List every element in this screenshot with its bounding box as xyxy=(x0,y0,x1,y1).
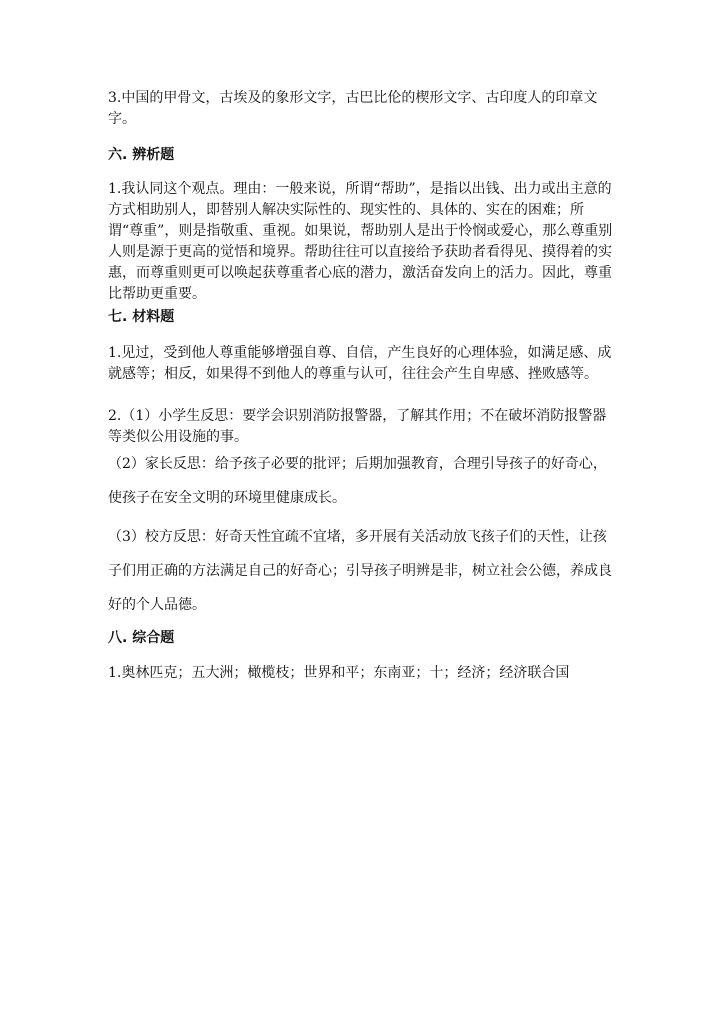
section-7-heading: 七. 材料题 xyxy=(108,309,175,325)
section-8-heading: 八. 综合题 xyxy=(108,630,175,646)
section-7-answer-2-school: （3）校方反思：好奇天性宜疏不宜堵，多开展有关活动放飞孩子们的天性，让孩子们用正确的方法满足自己的好奇心；引导孩子明辨是非，树立社会公德，养成良好的个人品德。 xyxy=(108,529,612,613)
section-6-answer-1: 1.我认同这个观点。理由：一般来说，所谓“帮助”，是指以出钱、出力或出主意的方式相助别人，即替别人解决实际性的、现实性的、具体的、实在的困难；所谓“尊重”，则是指敬重、重视。如果说，帮助别人是出于怜悯或爱心，那么尊重别人则是源于更高的觉悟和境界。帮助往往可以直接给予获助者看得见、摸得着的实惠，而尊重则更可以唤起获尊重者心底的潜力，激活奋发向上的活力。因此，尊重比帮助更重要。 xyxy=(108,181,613,302)
section-7-answer-2: 2.（1）小学生反思：要学会识别消防报警器，了解其作用；不在破坏消防报警器等类似公用设施的事。 xyxy=(108,408,607,445)
section-7-answer-1: 1.见过，受到他人尊重能够增强自尊、自信，产生良好的心理体验，如满足感、成就感等；相反，如果得不到他人的尊重与认可，往往会产生自卑感、挫败感等。 xyxy=(108,345,612,382)
answer-3-paragraph: 3.中国的甲骨文，古埃及的象形文字，古巴比伦的楔形文字、古印度人的印章文字。 xyxy=(108,90,598,127)
section-7-answer-2-parent: （2）家长反思：给予孩子必要的批评；后期加强教育，合理引导孩子的好奇心，使孩子在安全文明的环境里健康成长。 xyxy=(108,456,607,506)
section-8-answer-1: 1.奥林匹克；五大洲；橄榄枝；世界和平；东南亚；十；经济；经济联合国 xyxy=(108,665,570,681)
section-6-heading: 六. 辨析题 xyxy=(108,147,175,163)
